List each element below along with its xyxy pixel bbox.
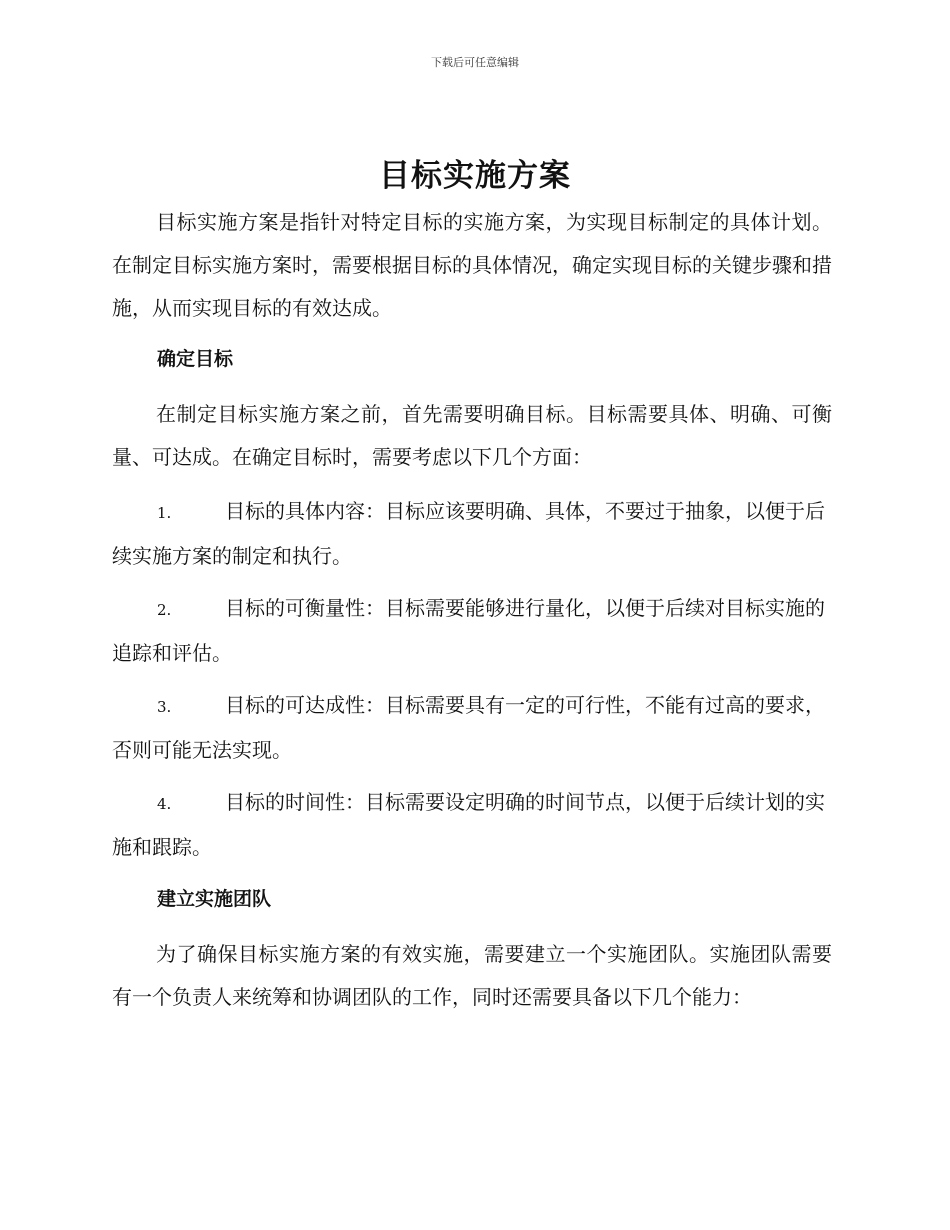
- list-number: 1.: [157, 504, 172, 522]
- section-heading-determine-goals: 确定目标: [157, 348, 234, 370]
- section1-paragraph: 在制定目标实施方案之前，首先需要明确目标。目标需要具体、明确、可衡量、可达成。在确定目标时，需要考虑以下几个方面：: [112, 402, 832, 469]
- section2-paragraph: 为了确保目标实施方案的有效实施，需要建立一个实施团队。实施团队需要有一个负责人来统筹和协调团队的工作，同时还需要具备以下几个能力：: [112, 942, 832, 1009]
- list-number: 4.: [157, 795, 172, 813]
- list-item-text: 目标的时间性：目标需要设定明确的时间节点，以便于后续计划的实施和跟踪。: [112, 790, 825, 859]
- list-item: [112, 490, 832, 578]
- list-item-text: 目标的具体内容：目标应该要明确、具体，不要过于抽象，以便于后续实施方案的制定和执行。: [112, 499, 825, 568]
- intro-paragraph: 目标实施方案是指针对特定目标的实施方案，为实现目标制定的具体计划。在制定目标实施方案时，需要根据目标的具体情况，确定实现目标的关键步骤和措施，从而实现目标的有效达成。: [112, 210, 832, 320]
- list-item-text: 目标的可达成性：目标需要具有一定的可行性，不能有过高的要求，否则可能无法实现。: [112, 693, 825, 762]
- section-heading-build-team: 建立实施团队: [157, 888, 272, 910]
- list-item: [112, 587, 832, 675]
- page-header-note: 下载后可任意编辑: [431, 56, 519, 69]
- list-item: [112, 684, 832, 772]
- document-title: 目标实施方案: [379, 158, 571, 194]
- list-item: [112, 781, 832, 869]
- list-number: 3.: [157, 698, 172, 716]
- list-number: 2.: [157, 601, 172, 619]
- list-item-text: 目标的可衡量性：目标需要能够进行量化，以便于后续对目标实施的追踪和评估。: [112, 596, 825, 665]
